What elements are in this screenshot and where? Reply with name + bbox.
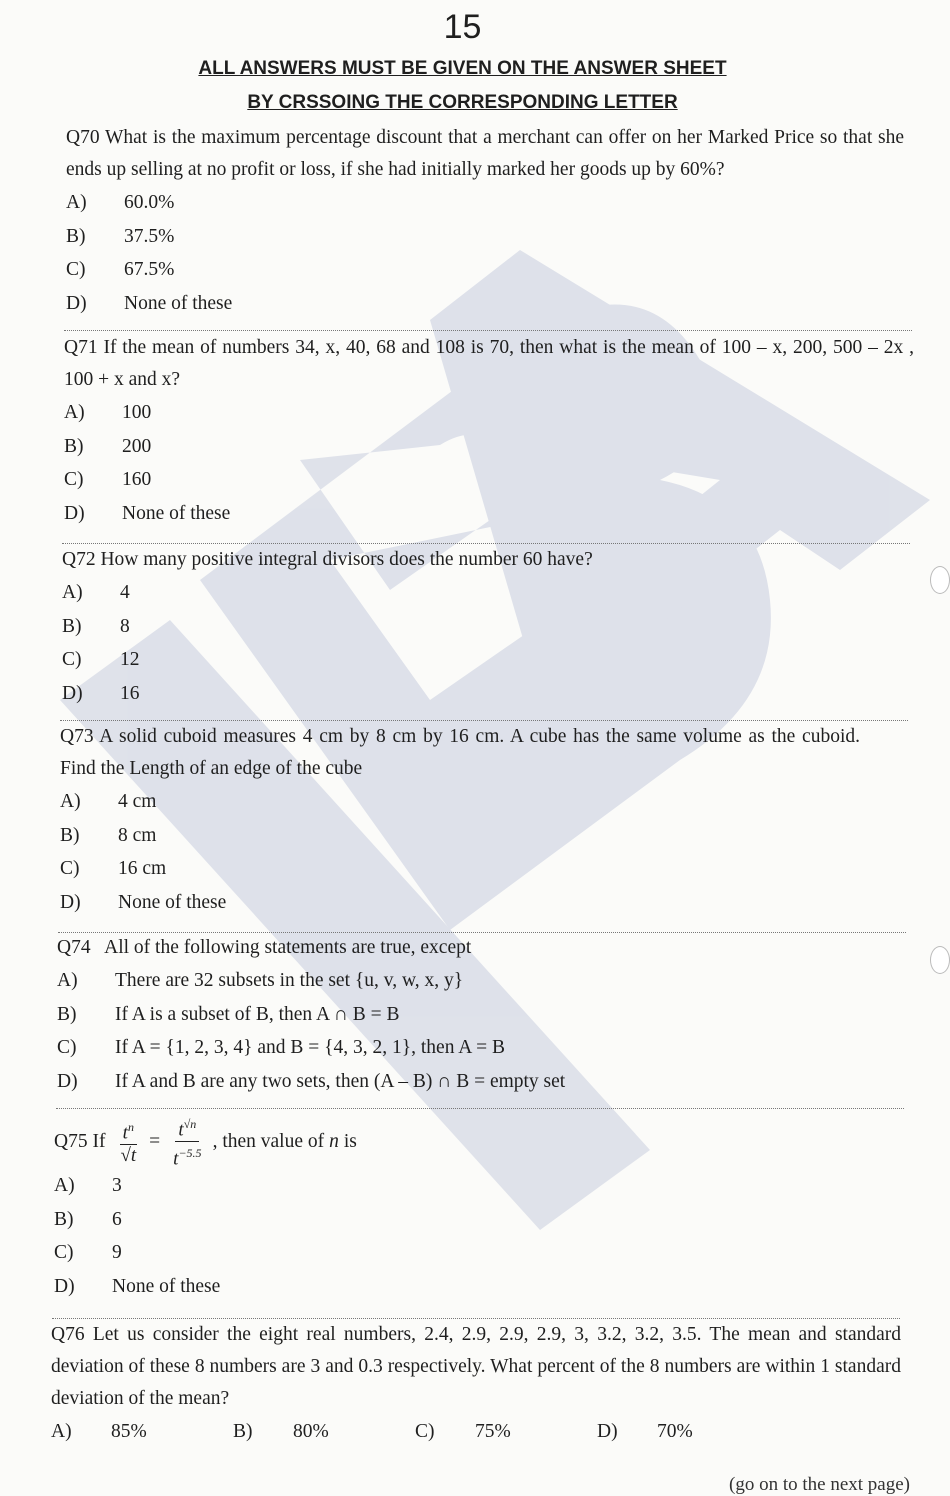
option-c: C) 67.5% (66, 259, 175, 281)
option-b: B) 80% (233, 1421, 329, 1442)
next-page-note: (go on to the next page) (729, 1474, 910, 1495)
equation-rhs: $\frac{t^{√n}}{t^{-5.5}}$ (170, 1114, 204, 1170)
option-c: C) 160 (64, 469, 152, 491)
binder-hole-mark (930, 946, 950, 974)
option-d: D) None of these (64, 502, 231, 524)
divider (64, 330, 912, 331)
option-c: C) 9 (54, 1242, 122, 1264)
option-d: D) 70% (597, 1421, 693, 1442)
option-a: A) 85% (51, 1421, 147, 1442)
option-d: D) None of these (60, 891, 227, 913)
option-c: C) 16 cm (60, 858, 167, 880)
option-b: B) 8 cm (60, 824, 157, 846)
option-a: A) 4 (62, 582, 130, 603)
question-text: Q71 If the mean of numbers 34, x, 40, 68 and 108 is 70, then what is the mean of 100 – x, 200, 500 – 2x , 100 + x and x? (64, 337, 914, 390)
option-d: D) None of these (66, 292, 233, 314)
option-a: A) There are 32 subsets in the set {u, v, w, x, y} (57, 970, 464, 991)
binder-hole-mark (930, 566, 950, 594)
option-d: D) If A and B are any two sets, then (A – B) ∩ B = empty set (57, 1070, 566, 1092)
option-a: A) 4 cm (60, 791, 157, 812)
option-b: B) 6 (54, 1208, 122, 1230)
question-text: Q75 If $\frac{t^n}{√t}$ = $\frac{t^{√n}}{t^{-5.5}}$ , then value of n is (54, 1115, 902, 1169)
question-q74 (57, 932, 905, 1098)
option-b: B) 8 (62, 615, 130, 637)
option-a: A) 3 (54, 1175, 122, 1196)
instruction-line-2: BY CRSSOING THE CORRESPONDING LETTER (247, 92, 678, 113)
option-b: B) If A is a subset of B, then A ∩ B = B (57, 1003, 400, 1025)
instruction-line-1: ALL ANSWERS MUST BE GIVEN ON THE ANSWER SHEET (198, 58, 727, 79)
option-c: C) 75% (415, 1421, 511, 1442)
question-q76 (51, 1319, 901, 1449)
page-number: 15 (443, 8, 482, 46)
question-text: Q73 A solid cuboid measures 4 cm by 8 cm by 16 cm. A cube has the same volume as the cuboid. Find the Length of an edge of the cube (60, 726, 860, 779)
question-text: Q72 How many positive integral divisors does the number 60 have? (62, 549, 593, 570)
option-a: A) 100 (64, 402, 152, 423)
question-text: Q70 What is the maximum percentage discount that a merchant can offer on her Marked Price so that she ends up selling at no profit or loss, if she had initially marked her goods up by 60%? (66, 127, 904, 180)
option-d: D) None of these (54, 1275, 221, 1297)
question-q71 (64, 332, 914, 530)
option-b: B) 37.5% (66, 225, 175, 247)
option-c: C) 12 (62, 649, 140, 671)
option-a: A) 60.0% (66, 192, 175, 213)
option-d: D) 16 (62, 682, 140, 704)
question-q75 (54, 1115, 902, 1303)
option-b: B) 200 (64, 435, 152, 457)
question-q72 (62, 544, 910, 710)
question-q73 (60, 721, 860, 919)
option-c: C) If A = {1, 2, 3, 4} and B = {4, 3, 2, 1}, then A = B (57, 1037, 506, 1059)
question-text: Q74 All of the following statements are true, except (57, 937, 472, 958)
options-row (51, 1415, 901, 1449)
divider (56, 1108, 904, 1109)
question-text: Q76 Let us consider the eight real numbers, 2.4, 2.9, 2.9, 2.9, 3, 3.2, 3.2, 3.5. The mean and standard deviation of these 8 numbers are 3 and 0.3 respectively. What percent of the 8 numbers are within 1 standard deviation of the mean? (51, 1324, 901, 1409)
equation-lhs: $\frac{t^n}{√t}$ (117, 1117, 139, 1166)
question-q70 (66, 122, 904, 320)
